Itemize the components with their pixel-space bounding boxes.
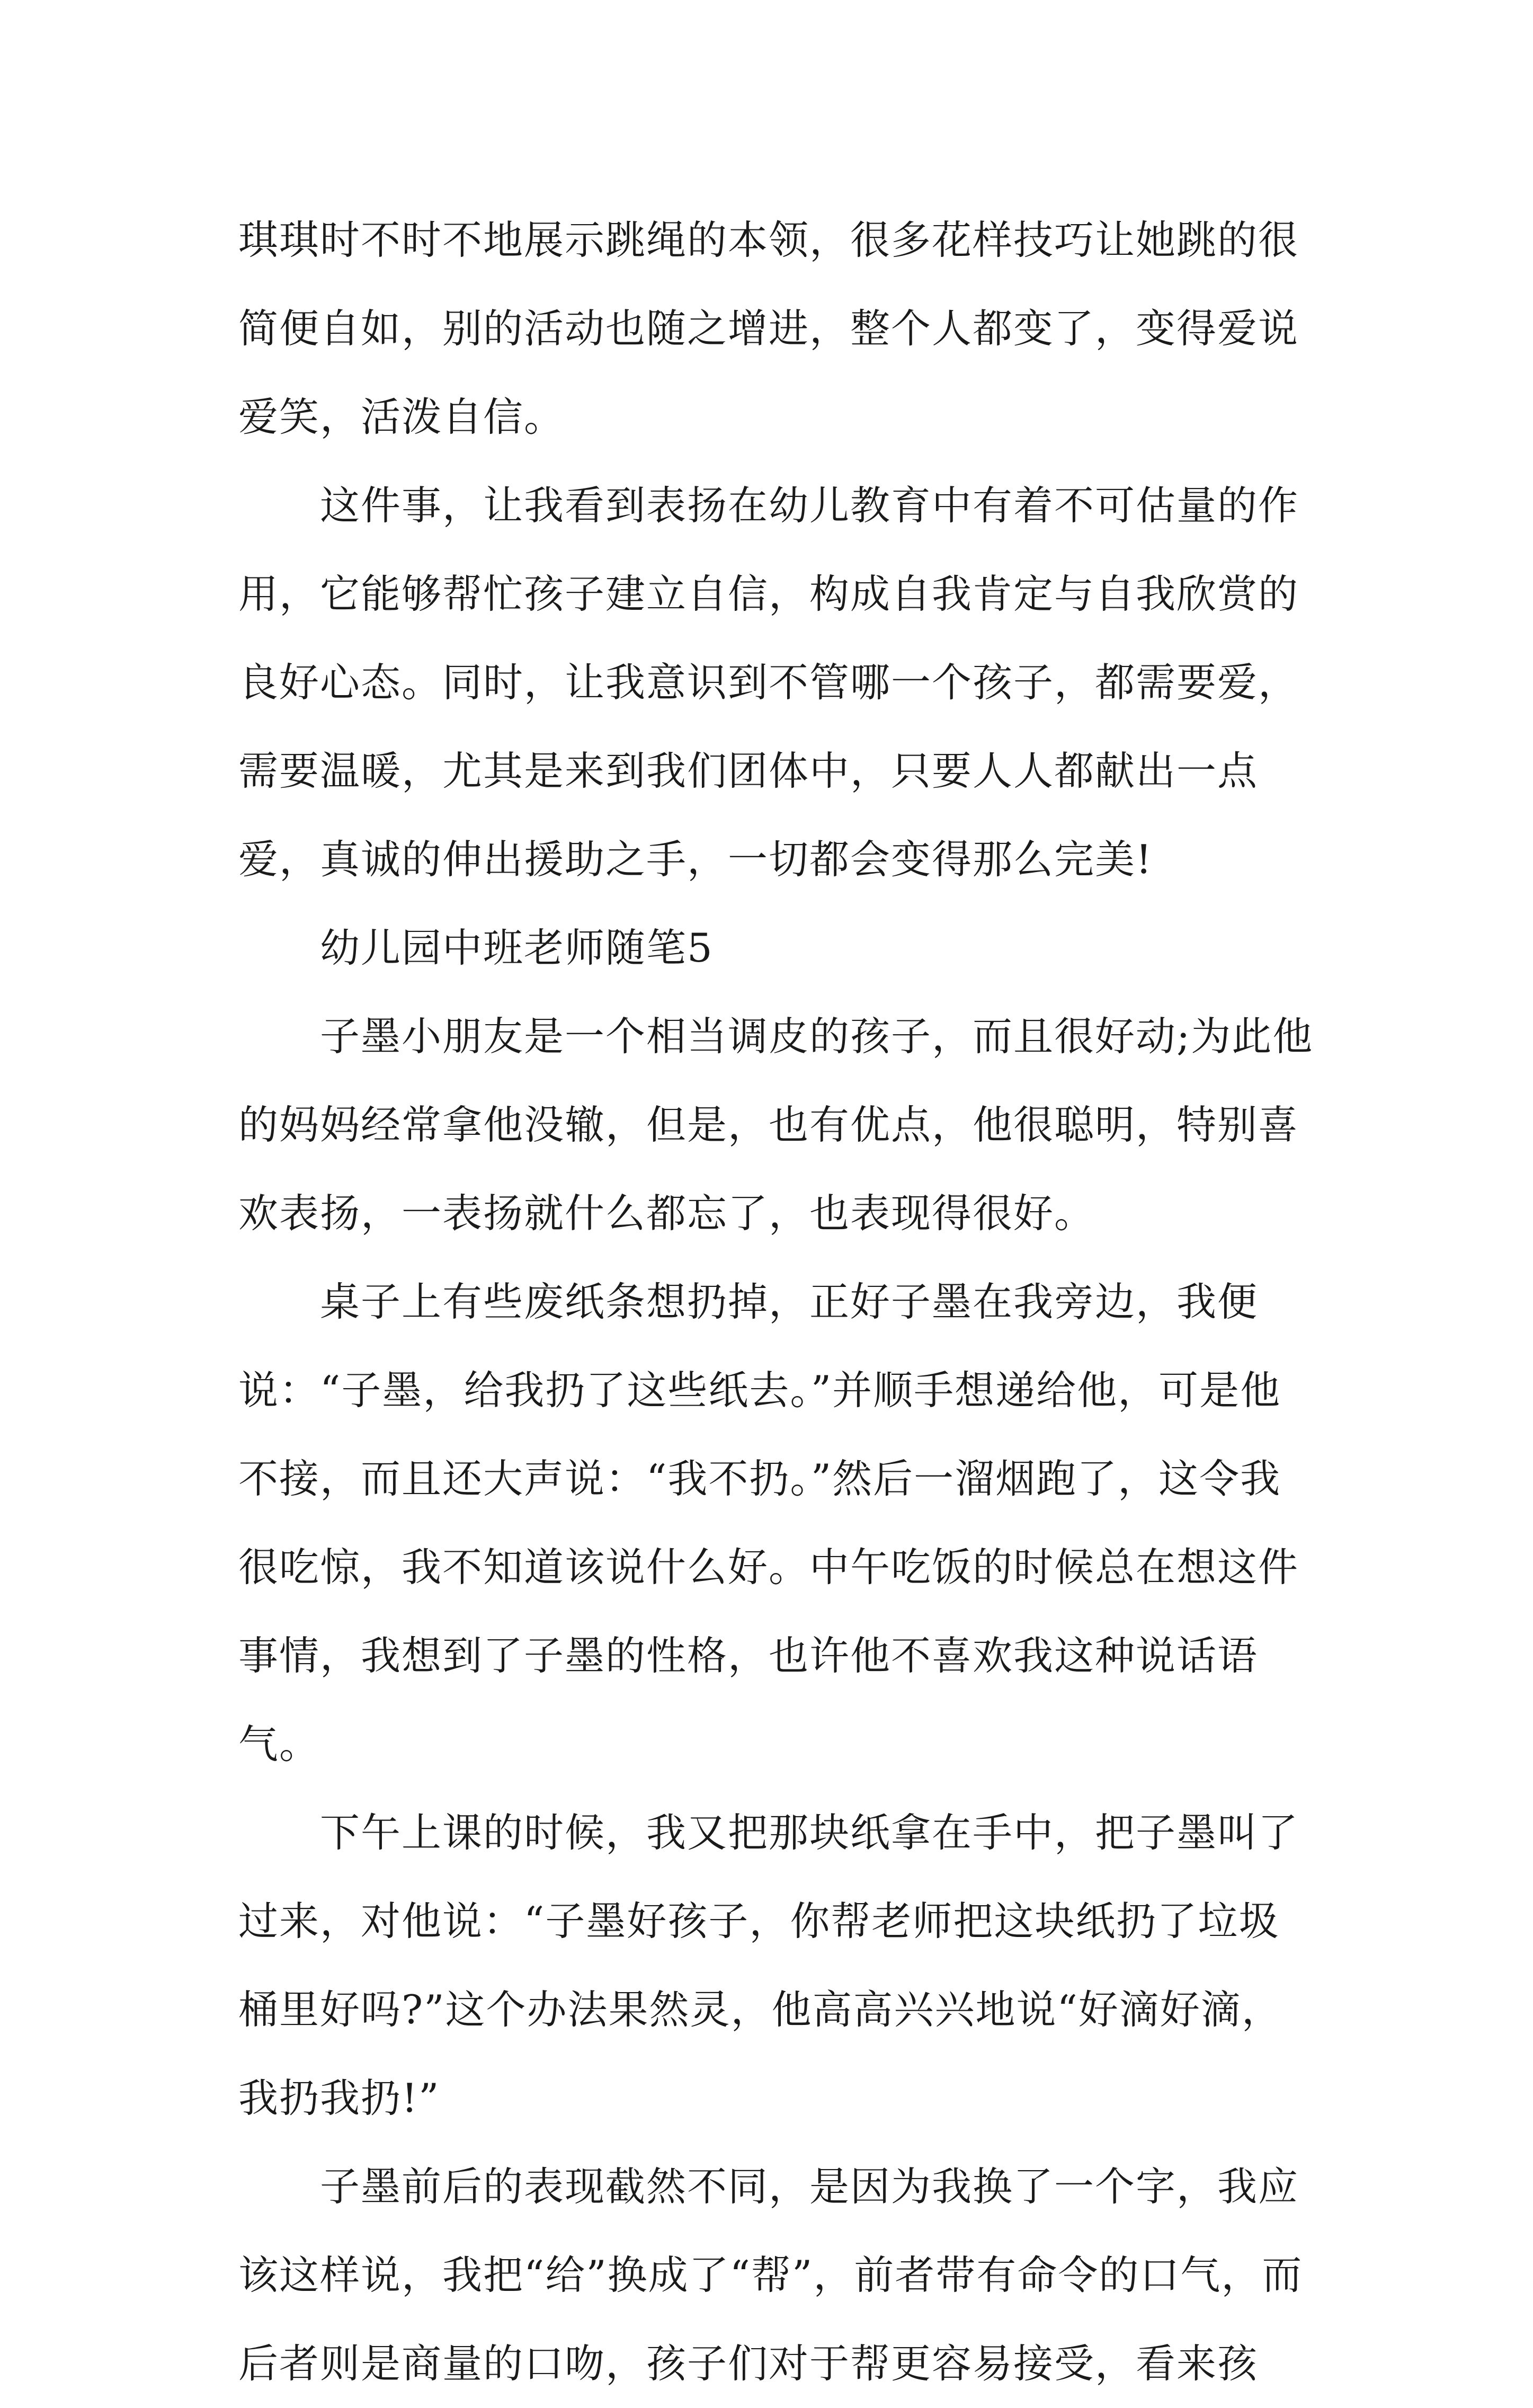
paragraph: 子墨小朋友是一个相当调皮的孩子，而且很好动;为此他的妈妈经常拿他没辙，但是，也有优点，他很聪明，特别喜欢表扬，一表扬就什么都忘了，也表现得很好。 bbox=[238, 1013, 1314, 1237]
section-heading: 幼儿园中班老师随笔5 bbox=[320, 925, 714, 971]
paragraph: 琪琪时不时不地展示跳绳的本领，很多花样技巧让她跳的很简便自如，别的活动也随之增进，整个人都变了，变得爱说爱笑，活泼自信。 bbox=[238, 217, 1299, 440]
paragraph: 下午上课的时候，我又把那块纸拿在手中，把子墨叫了过来，对他说：“子墨好孩子，你帮老师把这块纸扔了垃圾桶里好吗?”这个办法果然灵，他高高兴兴地说“好滴好滴，我扔我扔!” bbox=[238, 1809, 1299, 2121]
paragraph: 子墨前后的表现截然不同，是因为我换了一个字，我应该这样说，我把“给”换成了“帮”，前者带有命令的口气，而后者则是商量的口吻，孩子们对于帮更容易接受，看来孩 bbox=[238, 2163, 1303, 2387]
document-body bbox=[238, 196, 1319, 2408]
paragraph: 这件事，让我看到表扬在幼儿教育中有着不可估量的作用，它能够帮忙孩子建立自信，构成自我肯定与自我欣赏的良好心态。同时，让我意识到不管哪一个孩子，都需要爱，需要温暖，尤其是来到我们团体中，只要人人都献出一点爱，真诚的伸出援助之手，一切都会变得那么完美! bbox=[238, 482, 1299, 883]
paragraph: 桌子上有些废纸条想扔掉，正好子墨在我旁边，我便说：“子墨，给我扔了这些纸去。”并顺手想递给他，可是他不接，而且还大声说：“我不扔。”然后一溜烟跑了，这令我很吃惊，我不知道该说什么好。中午吃饭的时候总在想这件事情，我想到了子墨的性格，也许他不喜欢我这种说话语气。 bbox=[238, 1278, 1299, 1767]
